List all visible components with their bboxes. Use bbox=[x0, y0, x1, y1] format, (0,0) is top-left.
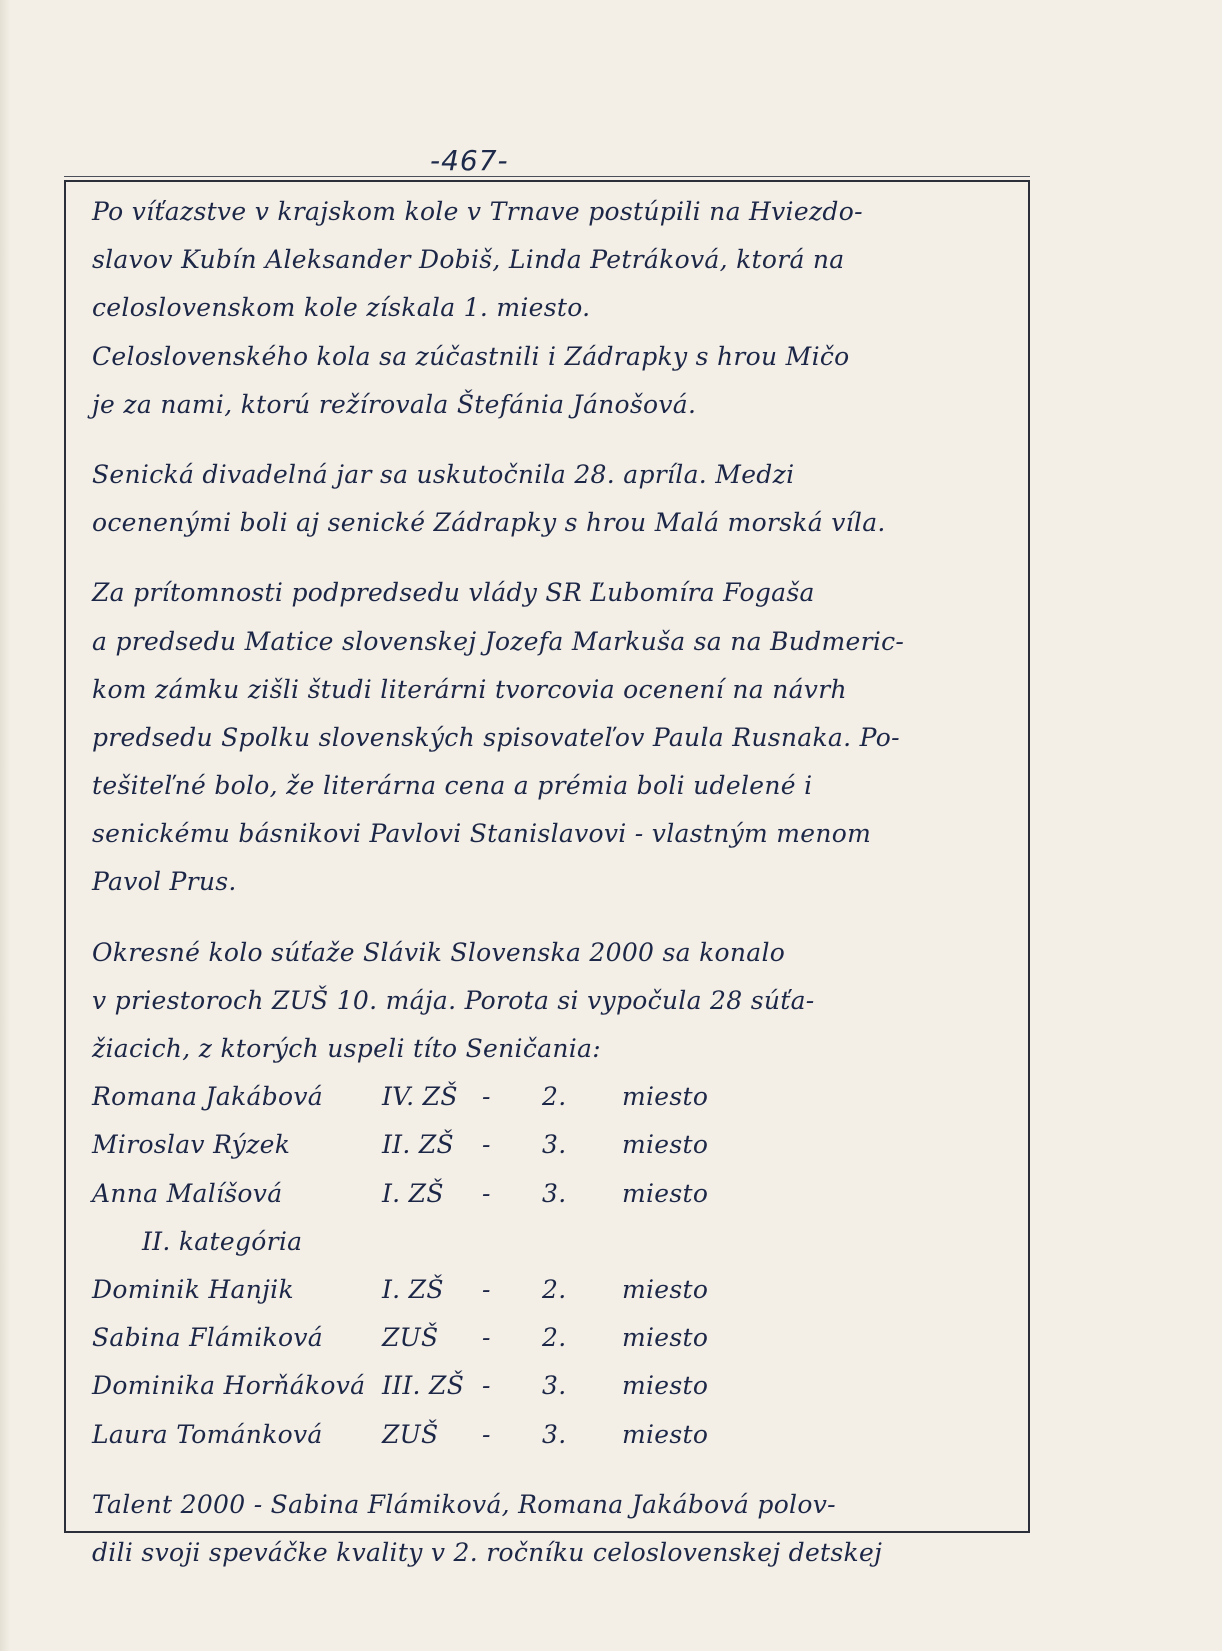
result-name: Anna Malíšová bbox=[92, 1178, 283, 1208]
text-line: žiacich, z ktorých uspeli títo Seničania: bbox=[92, 1034, 601, 1063]
results-category-1 bbox=[92, 1073, 1012, 1218]
result-place: 2. bbox=[542, 1323, 567, 1353]
result-name: Miroslav Rýzek bbox=[92, 1130, 291, 1160]
frame-top-rule bbox=[64, 176, 1030, 177]
result-place-word: miesto bbox=[622, 1130, 709, 1160]
text-line: dili svoji speváčke kvality v 2. ročníku celoslovenskej detskej bbox=[92, 1537, 883, 1567]
result-dash: - bbox=[482, 1371, 491, 1401]
result-name: Laura Tománková bbox=[92, 1419, 323, 1449]
text-line: Celoslovenského kola sa zúčastnili i Zádrapky s hrou Mičo bbox=[92, 341, 850, 371]
result-place-word: miesto bbox=[622, 1178, 709, 1208]
text-line: celoslovenskom kole získala 1. miesto. bbox=[92, 293, 591, 323]
result-row bbox=[92, 1314, 1012, 1362]
text-line: Za prítomnosti podpredsedu vlády SR Ľubomíra Fogaša bbox=[92, 578, 815, 608]
result-row bbox=[92, 1073, 1012, 1121]
page-number: -467- bbox=[430, 144, 509, 177]
text-line: slavov Kubín Aleksander Dobiš, Linda Petráková, ktorá na bbox=[92, 245, 845, 275]
result-place: 3. bbox=[542, 1130, 567, 1160]
paragraph-gap bbox=[92, 907, 1012, 929]
result-dash: - bbox=[482, 1178, 491, 1208]
result-school: ZUŠ bbox=[382, 1419, 439, 1449]
text-line: v priestoroch ZUŠ 10. mája. Porota si vypočula 28 súťa- bbox=[92, 985, 815, 1015]
result-place-word: miesto bbox=[622, 1274, 709, 1304]
result-place-word: miesto bbox=[622, 1371, 709, 1401]
result-school: I. ZŠ bbox=[382, 1178, 444, 1208]
handwritten-text bbox=[92, 188, 1012, 1577]
category-label: II. kategória bbox=[142, 1226, 303, 1256]
result-name: Romana Jakábová bbox=[92, 1082, 324, 1112]
result-school: I. ZŠ bbox=[382, 1274, 444, 1304]
result-row bbox=[92, 1411, 1012, 1459]
text-line: senickému básnikovi Pavlovi Stanislavovi - vlastným menom bbox=[92, 819, 872, 849]
result-row bbox=[92, 1362, 1012, 1410]
result-row bbox=[92, 1121, 1012, 1169]
result-dash: - bbox=[482, 1274, 491, 1304]
result-place: 3. bbox=[542, 1419, 567, 1449]
paragraph-talent bbox=[92, 1481, 1012, 1577]
result-place-word: miesto bbox=[622, 1419, 709, 1449]
result-name: Dominik Hanjik bbox=[92, 1274, 294, 1304]
results-category-2 bbox=[92, 1266, 1012, 1459]
result-row bbox=[92, 1170, 1012, 1218]
paragraph-divadelna-jar bbox=[92, 451, 1012, 547]
result-dash: - bbox=[482, 1130, 491, 1160]
text-line: je za nami, ktorú režírovala Štefánia Jánošová. bbox=[92, 389, 697, 419]
result-dash: - bbox=[482, 1082, 491, 1112]
text-line: Senická divadelná jar sa uskutočnila 28. apríla. Medzi bbox=[92, 459, 795, 489]
result-school: II. ZŠ bbox=[382, 1130, 454, 1160]
result-place-word: miesto bbox=[622, 1082, 709, 1112]
text-line: Talent 2000 - Sabina Flámiková, Romana Jakábová polov- bbox=[92, 1489, 836, 1519]
result-place: 3. bbox=[542, 1178, 567, 1208]
text-line: Po víťazstve v krajskom kole v Trnave postúpili na Hviezdo- bbox=[92, 197, 863, 226]
text-line: a predsedu Matice slovenskej Jozefa Markuša sa na Budmeric- bbox=[92, 626, 905, 656]
text-line: Pavol Prus. bbox=[92, 867, 237, 897]
result-name: Dominika Horňáková bbox=[92, 1371, 366, 1401]
text-line: tešiteľné bolo, že literárna cena a prémia boli udelené i bbox=[92, 771, 813, 801]
paragraph-krajske-kolo bbox=[92, 188, 1012, 429]
paragraph-gap bbox=[92, 429, 1012, 451]
result-school: IV. ZŠ bbox=[382, 1082, 458, 1112]
result-school: ZUŠ bbox=[382, 1323, 439, 1353]
paragraph-budmerice bbox=[92, 569, 1012, 906]
result-name: Sabina Flámiková bbox=[92, 1323, 323, 1353]
paragraph-gap bbox=[92, 547, 1012, 569]
paragraph-gap bbox=[92, 1459, 1012, 1481]
result-place: 3. bbox=[542, 1371, 567, 1401]
result-place: 2. bbox=[542, 1274, 567, 1304]
result-place-word: miesto bbox=[622, 1323, 709, 1353]
text-line: Okresné kolo súťaže Slávik Slovenska 2000 sa konalo bbox=[92, 937, 786, 967]
result-dash: - bbox=[482, 1323, 491, 1353]
text-line: ocenenými boli aj senické Zádrapky s hrou Malá morská víla. bbox=[92, 508, 886, 538]
text-line: predsedu Spolku slovenských spisovateľov Paula Rusnaka. Po- bbox=[92, 722, 900, 752]
paragraph-slavik bbox=[92, 929, 1012, 1074]
result-place: 2. bbox=[542, 1082, 567, 1112]
result-row bbox=[92, 1266, 1012, 1314]
result-school: III. ZŠ bbox=[382, 1371, 465, 1401]
text-line: kom zámku zišli študi literárni tvorcovia ocenení na návrh bbox=[92, 674, 847, 704]
paper-edge bbox=[0, 0, 10, 1651]
result-dash: - bbox=[482, 1419, 491, 1449]
